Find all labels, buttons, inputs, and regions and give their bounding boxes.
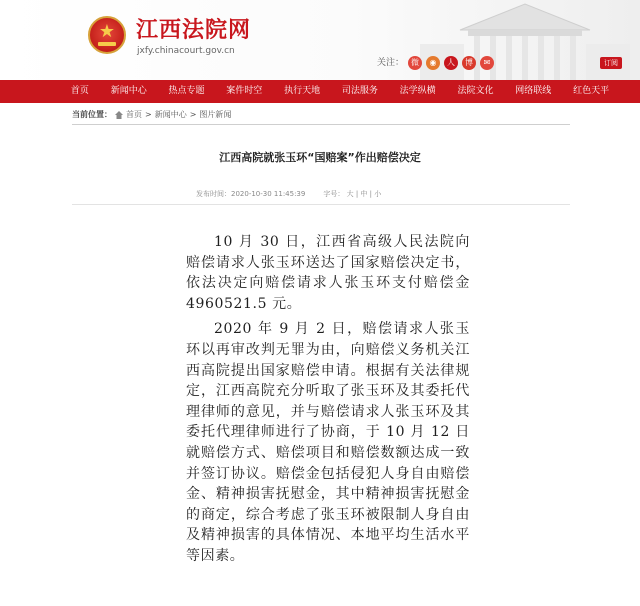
breadcrumb [72,106,572,124]
nav-item-enforcement[interactable]: 执行天地 [284,86,321,96]
follow-bar [377,56,494,70]
home-icon [115,111,123,119]
breadcrumb-home[interactable]: 首页 [126,110,142,119]
breadcrumb-separator: > [189,110,197,119]
nav-item-cases[interactable]: 案件时空 [226,86,263,96]
font-size-medium[interactable]: 中 [360,190,368,198]
site-header [0,0,640,80]
nav-item-hot-topics[interactable]: 热点专题 [168,86,205,96]
nav-item-judicial-service[interactable]: 司法服务 [341,86,378,96]
meta-divider [72,204,570,205]
publish-time: 发布时间：2020-10-30 11:45:39 [196,190,306,198]
main-nav [0,80,640,103]
article-meta [196,188,476,200]
site-title[interactable]: 江西法院网 [136,17,252,43]
nav-item-network-link[interactable]: 网络联线 [515,86,552,96]
nav-item-home[interactable]: 首页 [70,86,89,96]
nav-item-red-scales[interactable]: 红色天平 [573,86,610,96]
nav-item-law-studies[interactable]: 法学纵横 [399,86,436,96]
site-domain: jxfy.chinacourt.gov.cn [137,46,235,56]
court-emblem-logo[interactable]: ★ [88,16,126,54]
wechat-icon[interactable]: ◉ [426,56,440,70]
font-size-large[interactable]: 大 [346,190,354,198]
article-title: 江西高院就张玉环“国赔案”作出赔偿决定 [219,151,421,164]
breadcrumb-label: 当前位置： [72,110,112,119]
breadcrumb-separator: > [145,110,152,119]
weibo-tencent-icon[interactable]: 博 [462,56,476,70]
nav-item-court-culture[interactable]: 法院文化 [457,86,494,96]
breadcrumb-news-center[interactable]: 新闻中心 [154,110,187,119]
font-size-label: 字号： [323,190,345,198]
breadcrumb-photo-news[interactable]: 图片新闻 [199,110,232,119]
nav-item-news-center[interactable]: 新闻中心 [110,86,147,96]
font-size-small[interactable]: 小 [374,190,382,198]
weibo-icon[interactable]: 微 [408,56,422,70]
article-paragraph: 10 月 30 日，江西省高级人民法院向赔偿请求人张玉环送达了国家赔偿决定书，依法决定向赔偿请求人张玉环支付赔偿金 4960521.5 元。 [186,234,470,312]
font-size-control: 字号： 大 | 中 | 小 [323,190,382,198]
people-icon[interactable]: 人 [444,56,458,70]
chat-icon[interactable]: ✉ [480,56,494,70]
breadcrumb-divider [72,124,570,125]
follow-label: 关注： [377,58,405,68]
article-body [186,232,470,572]
rss-button[interactable]: 订阅 [600,57,622,69]
article-paragraph: 2020 年 9 月 2 日，赔偿请求人张玉环以再审改判无罪为由，向赔偿义务机关江西高院提出国家赔偿申请。根据有关法律规定，江西高院充分听取了张玉环及其委托代理律师的意见，并与赔偿请求人张玉环及其委托代理律师进行了协商，于 10 月 12 日就赔偿方式、赔偿项目和赔偿数额达成一致并签订协议。赔偿金包括侵犯人身自由赔偿金、精神损害抚慰金，其中精神损害抚慰金的商定，综合考虑了张玉环被限制人身自由及精神损害的具体情况、本地平均生活水平等因素。 [186,321,470,564]
